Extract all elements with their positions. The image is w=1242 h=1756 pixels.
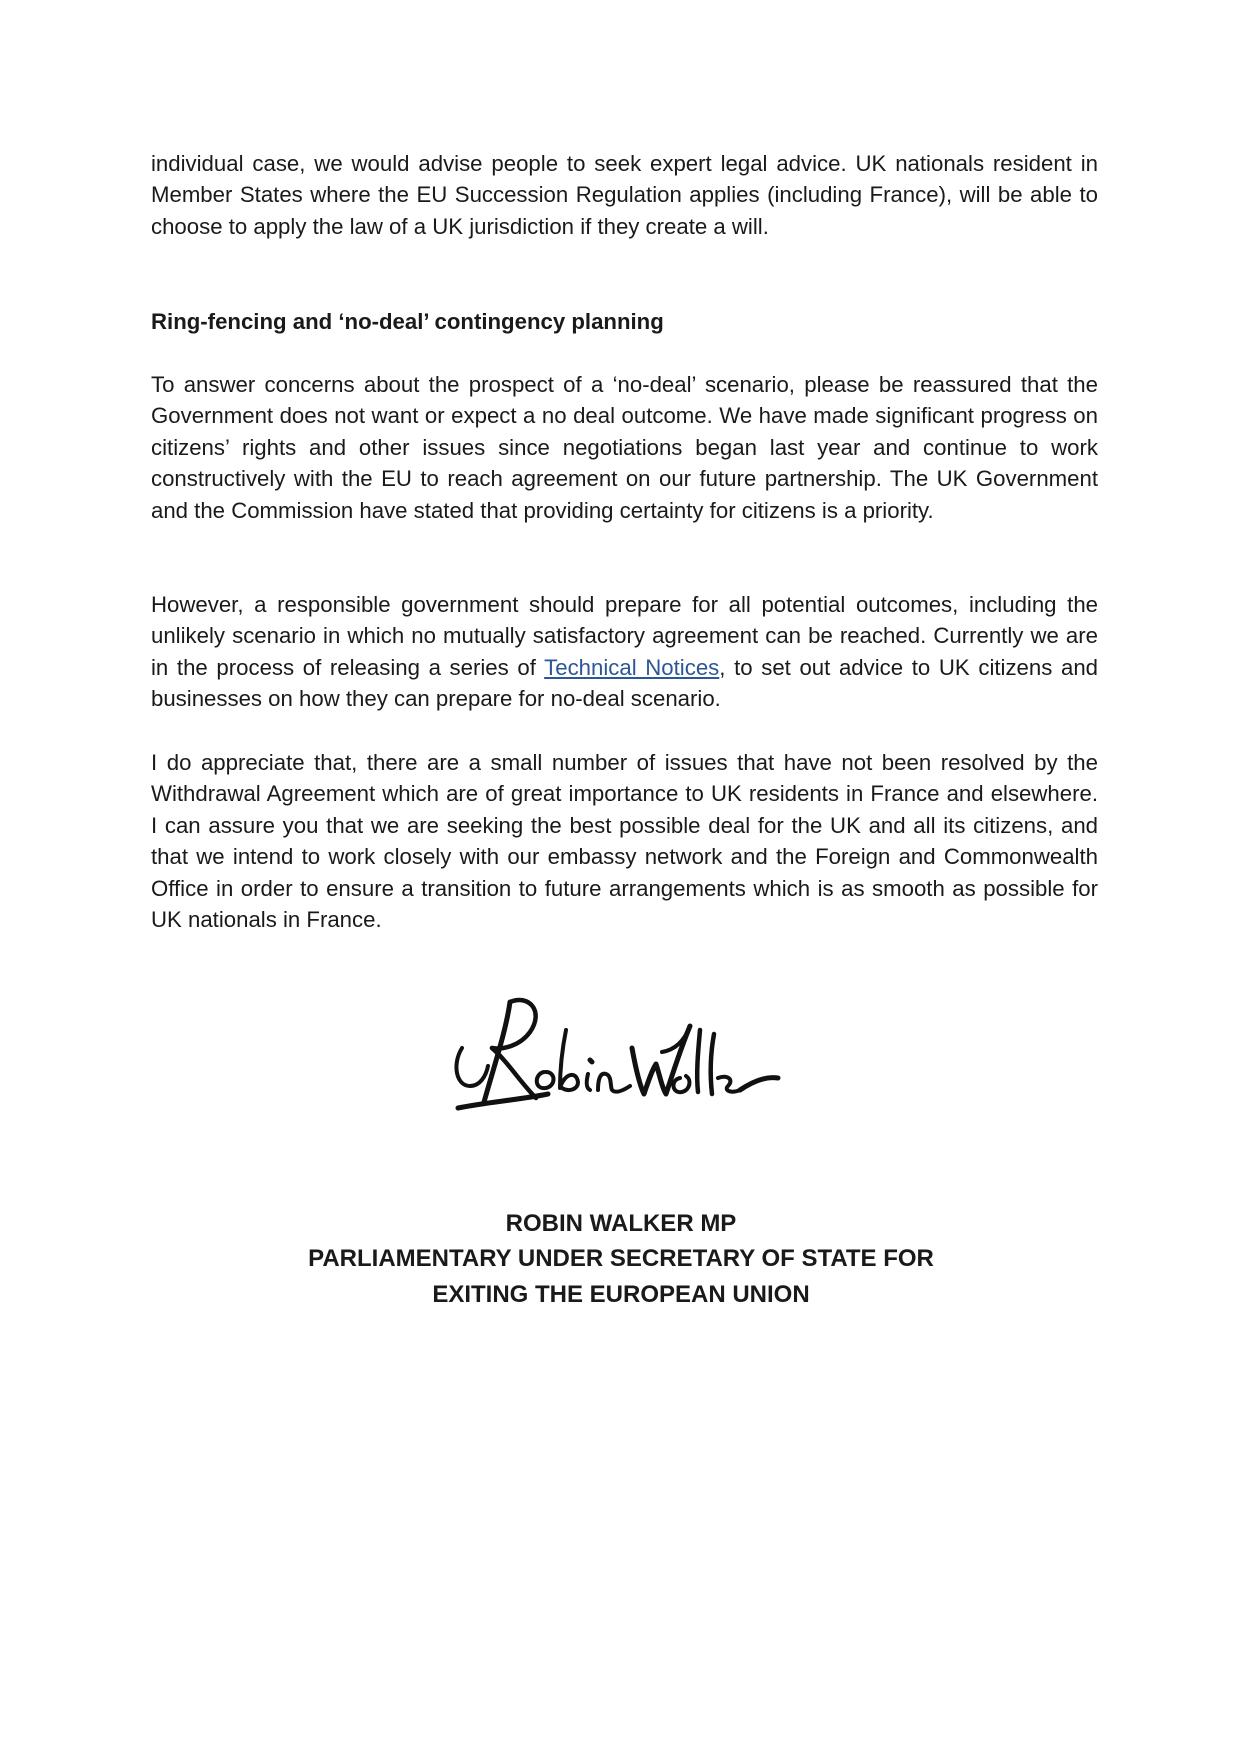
paragraph-responsible-government	[151, 589, 1098, 715]
technical-notices-link[interactable]: Technical Notices	[544, 654, 720, 680]
paragraph-no-deal-concerns: To answer concerns about the prospect of a ‘no-deal’ scenario, please be reassured that the Government does not want or expect a no deal outcome. We have made significant progress on citizens’ rights and other issues since negotiations began last year and continue to work constructively with the EU to reach agreement on our future partnership. The UK Government and the Commission have stated that providing certainty for citizens is a priority.	[151, 372, 1098, 523]
intro-paragraph: individual case, we would advise people to seek expert legal advice. UK nationals resident in Member States where the EU Succession Regulation applies (including France), will be able to choose to apply the law of a UK jurisdiction if they create a will.	[151, 151, 1098, 239]
section-heading: Ring-fencing and ‘no-deal’ contingency planning	[151, 309, 664, 334]
signatory-title-line-1: PARLIAMENTARY UNDER SECRETARY OF STATE FOR	[308, 1245, 934, 1272]
signatory-name: ROBIN WALKER MP	[505, 1210, 737, 1237]
signatory-title-line-2: EXITING THE EUROPEAN UNION	[432, 1281, 810, 1308]
paragraph-text-before-link: However, a responsible government should prepare for all potential outcomes, including the unlikely scenario in which no mutually satisfactory agreement can be reached. Currently we are in the process of releasing a series of	[151, 592, 1098, 680]
paragraph-text-after-link: , to set out advice to UK citizens and businesses on how they can prepare for no-deal scenario.	[151, 654, 1098, 712]
handwritten-signature	[448, 990, 798, 1140]
paragraph-unresolved-issues: I do appreciate that, there are a small number of issues that have not been resolved by the Withdrawal Agreement which are of great importance to UK residents in France and elsewhere. I can assure you that we are seeking the best possible deal for the UK and all its citizens, and that we intend to work closely with our embassy network and the Foreign and Commonwealth Office in order to ensure a transition to future arrangements which is as smooth as possible for UK nationals in France.	[151, 750, 1098, 933]
